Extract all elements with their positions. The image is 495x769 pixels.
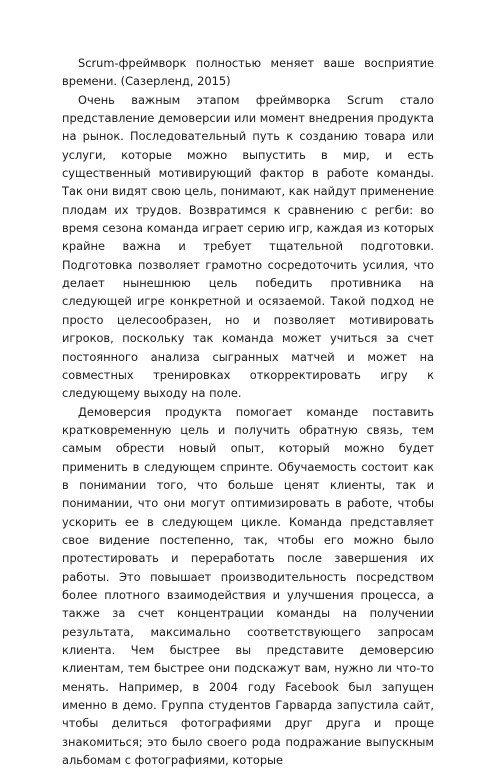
body-text xyxy=(62,54,434,769)
paragraph-demo-importance: Очень важным этапом фреймворка Scrum стало представление демоверсии или момент внедрения продукта на рынок. Последовательный путь к созданию товара или услуги, которые можно выпустить в мир, и есть существенный мотивирующий фактор в работе команды. Так они видят свою цель, понимают, как найдут применение плодам их трудов. Возвратимся к сравнению с регби: во время сезона команда играет серию игр, каждая из которых крайне важна и требует тщательной подготовки. Подготовка позволяет грамотно сосредоточить усилия, что делает нынешнюю цель победить противника на следующей игре конкретной и осязаемой. Такой подход не просто целесообразен, но и позволяет мотивировать игроков, поскольку так команда может учиться за счет постоянного анализа сыгранных матчей и может на совместных тренировках откорректировать игру к следующему выходу на поле. xyxy=(62,92,434,401)
paragraph-citation: Scrum-фреймворк полностью меняет ваше восприятие времени. (Сазерленд, 2015) xyxy=(62,56,434,89)
paragraph-demo-feedback: Демоверсия продукта помогает команде поставить кратковременную цель и получить обратную связь, тем самым обрести новый опыт, который можно будет применить в следующем спринте. Обучаемость состоит как в понимании того, что больше ценят клиенты, так и понимании, что они могут оптимизировать в работе, чтобы ускорить ее в следующем цикле. Команда представляет свое видение постепенно, так, чтобы его можно было протестировать и переработать после завершения их работы. Это повышает производительность посредством более плотного взаимодействия и улучшения процесса, а также за счет концентрации команды на получении результата, максимально соответствующего запросам клиента. Чем быстрее вы представите демоверсию клиентам, тем быстрее они подскажут вам, нужно ли что-то менять. Например, в 2004 году Facebook был запущен именно в демо. Группа студентов Гарварда запустила сайт, чтобы делиться фотографиями друг друга и проще знакомиться; это было своего рода подражание выпускным альбомам с фотографиями, которые xyxy=(62,404,434,768)
